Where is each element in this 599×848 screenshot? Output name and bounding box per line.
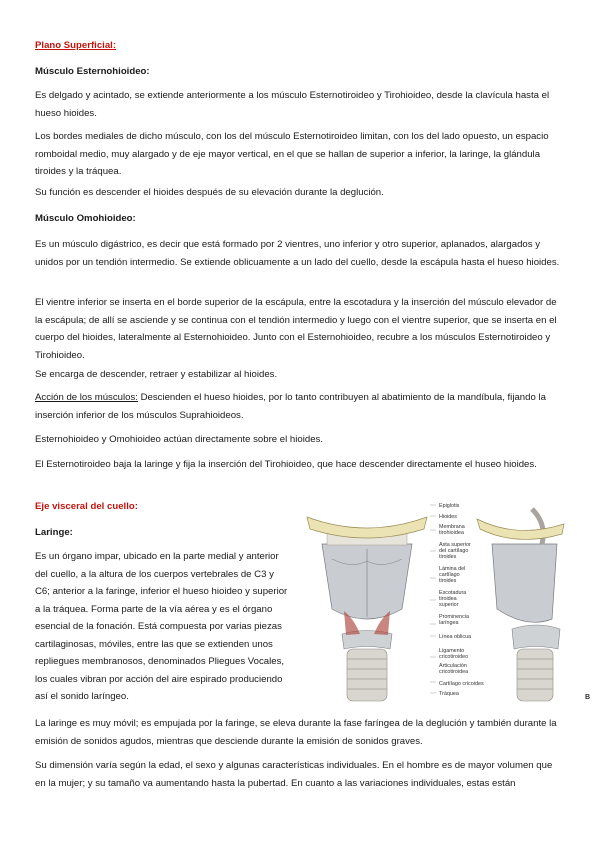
larynx-drawing xyxy=(302,499,597,704)
subheading-omohioideo: Músculo Omohioideo: xyxy=(35,213,136,224)
label-cartilago: cartílago xyxy=(439,572,460,578)
label-cricotiroidea: cricotiroidea xyxy=(439,669,469,675)
section-heading-plano-superficial: Plano Superficial: xyxy=(35,40,117,51)
accion-label: Acción de los músculos: xyxy=(35,392,138,403)
label-del-cartilago: del cartílago xyxy=(439,548,469,554)
label-ligamento: Ligamento xyxy=(439,648,465,654)
label-tiroides-2: tiroides xyxy=(439,578,457,584)
panel-letter: B xyxy=(585,694,591,701)
paragraph: Su dimensión varía según la edad, el sexo y algunas características individuales. En el hombre es de mayor volumen que en la mujer; y su tamaño va aumentando hasta la pubertad. En cuanto a las variaciones individuales, estas están xyxy=(35,760,553,789)
paragraph: Los bordes mediales de dicho músculo, con los del músculo Esternotiroideo limitan, con los del lado opuesto, un espacio romboidal medio, muy alargado y de eje mayor vertical, en el que se hallan de superior a inferior, la laringe, la glándula tiroides y la tráquea. xyxy=(35,131,549,177)
label-epiglotis: Epiglotis xyxy=(439,503,460,509)
subheading-laringe: Laringe: xyxy=(35,527,73,538)
label-linea-oblicua: Línea oblicua xyxy=(439,634,472,640)
paragraph: Esternohioideo y Omohioideo actúan directamente sobre el hioides. xyxy=(35,434,323,445)
paragraph: El Esternotiroideo baja la laringe y fija la inserción del Tirohioideo, que hace descender directamente el huseo hioides. xyxy=(35,459,537,470)
label-tiroidea: tiroidea xyxy=(439,596,457,602)
paragraph-accion xyxy=(35,389,565,424)
label-tirohioidea: tirohioidea xyxy=(439,530,464,536)
subheading-esternohioideo: Músculo Esternohioideo: xyxy=(35,66,150,77)
label-articulacion: Articulación xyxy=(439,663,467,669)
paragraph: Es un músculo digástrico, es decir que está formado por 2 vientres, uno inferior y otro superior, aplanados, alargados y unidos por un tendión intermedio. Se extiende oblicuamente a un lado del cuello, desde la escápula hasta el hueso hioides. xyxy=(35,239,560,268)
paragraph: Es delgado y acintado, se extiende anteriormente a los músculo Esternotiroideo y Tirohioideo, desde la clavícula hasta el hueso hioides. xyxy=(35,90,550,119)
section-heading-eje-visceral: Eje visceral del cuello: xyxy=(35,501,138,512)
larynx-illustration xyxy=(302,499,597,704)
label-asta-superior: Asta superior xyxy=(439,542,471,548)
label-laringea: laríngea xyxy=(439,620,459,626)
paragraph: El vientre inferior se inserta en el borde superior de la escápula, entre la escotadura y la inserción del músculo elevador de la escápula; de allí se asciende y se continua con el tendión intermedio y luego con el vientre superior, que se inserta en el cuerpo del hioides, lateralmente al Esternohioideo. Junto con el Esternohioideo, recubre a los músculos Esternotiroideo y Tirohioideo. xyxy=(35,297,557,361)
label-superior: superior xyxy=(439,602,459,608)
label-membrana: Membrana xyxy=(439,524,465,530)
label-cricotiroideo: cricotiroideo xyxy=(439,654,469,660)
label-tiroides-1: tiroides xyxy=(439,554,457,560)
label-prominencia: Prominencia xyxy=(439,614,469,620)
paragraph-laringe-intro: Es un órgano impar, ubicado en la parte medial y anterior del cuello, a la altura de los cuerpos vertebrales de C3 y C6; anterior a la faringe, inferior el hueso hioideo y superior a la tráquea. Forma parte de la vía aérea y es el órgano esencial de la fonación. Está compuesta por varias piezas cartilaginosas, móviles, entre las que se extienden unos repliegues membranosos, denominados Pliegues Vocales, los cuales vibran por acción del aire espirado produciendo así el sonido laríngeo. xyxy=(35,551,288,702)
label-hioides: Hioides xyxy=(439,514,457,520)
label-traquea: Tráquea xyxy=(439,691,459,697)
label-escotadura: Escotadura xyxy=(439,590,467,596)
accion-text: Descienden el hueso hioides, por lo tanto contribuyen al abatimiento de la mandíbula, fijando la inserción inferior de los músculos Suprahioideos. xyxy=(35,392,546,421)
paragraph: Se encarga de descender, retraer y estabilizar al hioides. xyxy=(35,369,278,380)
label-cartilago-cricoides: Cartílago cricoides xyxy=(439,681,484,687)
paragraph: Su función es descender el hioides después de su elevación durante la deglución. xyxy=(35,187,384,198)
label-lamina: Lámina del xyxy=(439,566,466,572)
paragraph: La laringe es muy móvil; es empujada por la faringe, se eleva durante la fase faríngea de la deglución y también durante la emisión de sonidos agudos, mientras que desciende durante la emisión de sonidos graves. xyxy=(35,718,557,747)
